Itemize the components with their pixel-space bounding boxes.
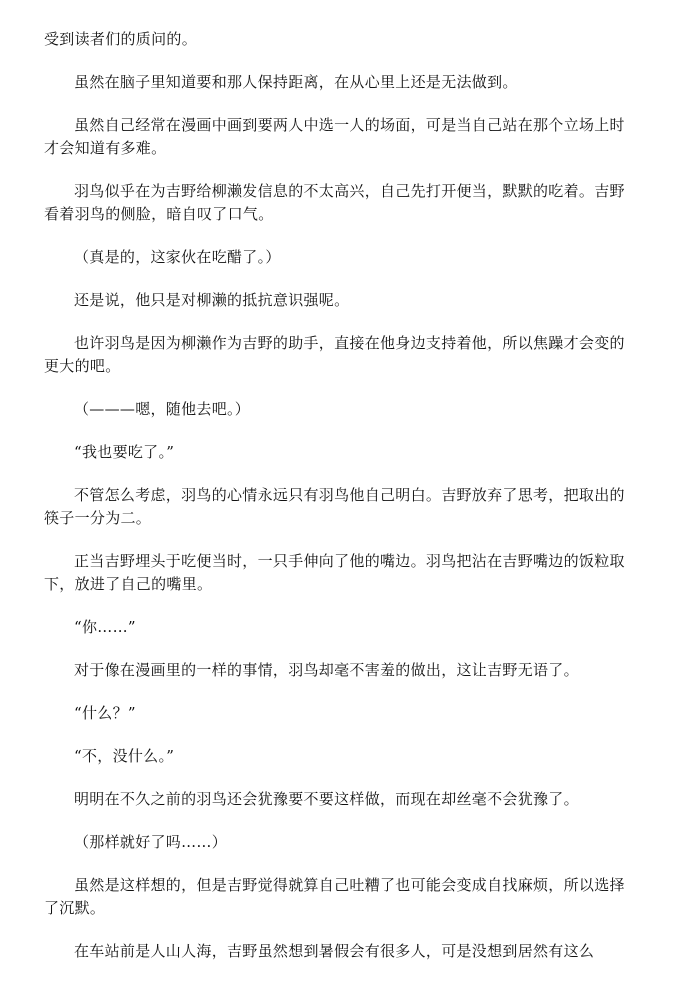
paragraph-12: “你……” (74, 618, 136, 636)
paragraph-17: （那样就好了吗……） (74, 833, 228, 851)
paragraph-6: 还是说，他只是对柳濑的抵抗意识强呢。 (74, 291, 350, 309)
paragraph-14: “什么？” (74, 704, 136, 722)
paragraph-5: （真是的，这家伙在吃醋了。） (74, 248, 281, 266)
paragraph-9: “我也要吃了。” (74, 443, 175, 461)
paragraph-18: 虽然是这样想的，但是吉野觉得就算自己吐糟了也可能会变成自找麻烦，所以选择了沉默。 (44, 876, 625, 917)
paragraph-10: 不管怎么考虑，羽鸟的心情永远只有羽鸟他自己明白。吉野放弃了思考，把取出的筷子一分为二。 (44, 486, 625, 527)
document-page (44, 28, 634, 983)
paragraph-19: 在车站前是人山人海，吉野虽然想到暑假会有很多人，可是没想到居然有这么 (74, 942, 595, 960)
paragraph-8: （———嗯，随他去吧。） (74, 400, 251, 418)
paragraph-3: 虽然自己经常在漫画中画到要两人中选一人的场面，可是当自己站在那个立场上时才会知道有多难。 (44, 116, 625, 157)
paragraph-11: 正当吉野埋头于吃便当时，一只手伸向了他的嘴边。羽鸟把沾在吉野嘴边的饭粒取下，放进了自己的嘴里。 (44, 552, 625, 593)
paragraph-7: 也许羽鸟是因为柳濑作为吉野的助手，直接在他身边支持着他，所以焦躁才会变的更大的吧。 (44, 334, 625, 375)
paragraph-4: 羽鸟似乎在为吉野给柳濑发信息的不太高兴，自己先打开便当，默默的吃着。吉野看着羽鸟的侧脸，暗自叹了口气。 (44, 182, 625, 223)
paragraph-2: 虽然在脑子里知道要和那人保持距离，在从心里上还是无法做到。 (74, 73, 518, 91)
paragraph-1: 受到读者们的质问的。 (44, 30, 198, 48)
paragraph-15: “不，没什么。” (74, 747, 175, 765)
paragraph-16: 明明在不久之前的羽鸟还会犹豫要不要这样做，而现在却丝毫不会犹豫了。 (74, 790, 579, 808)
paragraph-13: 对于像在漫画里的一样的事情，羽鸟却毫不害羞的做出，这让吉野无语了。 (74, 661, 579, 679)
